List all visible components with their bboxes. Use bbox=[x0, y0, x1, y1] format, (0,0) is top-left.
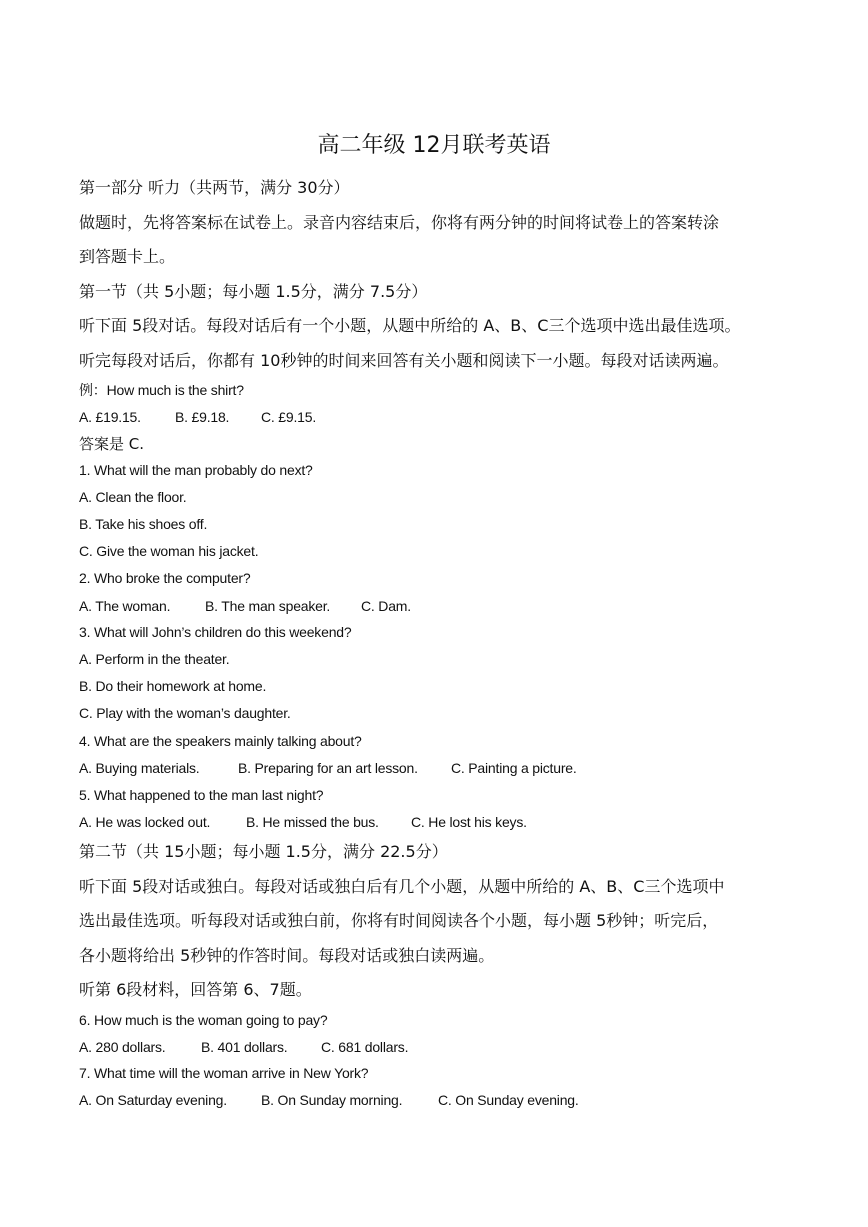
question-3: 3. What will John’s children do this weekend? bbox=[79, 624, 352, 640]
question-3-option-b: B. Do their homework at home. bbox=[79, 678, 267, 694]
question-4-options bbox=[79, 758, 577, 778]
question-1: 1. What will the man probably do next? bbox=[79, 462, 313, 478]
option-b: B. Preparing for an art lesson. bbox=[238, 760, 418, 776]
option-b: B. 401 dollars. bbox=[201, 1039, 288, 1055]
question-1-option-b: B. Take his shoes off. bbox=[79, 516, 208, 532]
question-3-option-c: C. Play with the woman’s daughter. bbox=[79, 705, 291, 721]
option-c: C. He lost his keys. bbox=[411, 814, 527, 830]
question-7-options bbox=[79, 1090, 579, 1110]
question-1-option-a: A. Clean the floor. bbox=[79, 489, 187, 505]
section1-instruction-line: 听下面 5段对话。每段对话后有一个小题，从题中所给的 A、B、C三个选项中选出最佳选项。 bbox=[79, 316, 741, 335]
option-a: A. The woman. bbox=[79, 598, 171, 614]
question-3-option-a: A. Perform in the theater. bbox=[79, 651, 230, 667]
example-question: 例：How much is the shirt? bbox=[79, 382, 244, 398]
section2-instruction-line: 选出最佳选项。听每段对话或独白前，你将有时间阅读各个小题，每小题 5秒钟；听完后， bbox=[79, 911, 719, 930]
question-7: 7. What time will the woman arrive in New York? bbox=[79, 1065, 369, 1081]
option-a: A. 280 dollars. bbox=[79, 1039, 166, 1055]
option-c: C. Dam. bbox=[361, 598, 411, 614]
question-2-options bbox=[79, 596, 411, 616]
section1-heading: 第一节（共 5小题；每小题 1.5分，满分 7.5分） bbox=[79, 282, 428, 301]
option-a: A. £19.15. bbox=[79, 409, 141, 425]
option-b: B. The man speaker. bbox=[205, 598, 331, 614]
option-b: B. He missed the bus. bbox=[246, 814, 379, 830]
question-6: 6. How much is the woman going to pay? bbox=[79, 1012, 328, 1028]
option-c: C. £9.15. bbox=[261, 409, 317, 425]
question-4: 4. What are the speakers mainly talking about? bbox=[79, 733, 362, 749]
question-6-options bbox=[79, 1037, 408, 1057]
option-c: C. Painting a picture. bbox=[451, 760, 577, 776]
option-b: B. On Sunday morning. bbox=[261, 1092, 403, 1108]
example-answer: 答案是 C. bbox=[79, 435, 145, 453]
option-c: C. 681 dollars. bbox=[321, 1039, 409, 1055]
question-5: 5. What happened to the man last night? bbox=[79, 787, 324, 803]
option-a: A. Buying materials. bbox=[79, 760, 200, 776]
part1-instruction-line: 做题时，先将答案标在试卷上。录音内容结束后，你将有两分钟的时间将试卷上的答案转涂 bbox=[79, 213, 720, 232]
section2-instruction-line: 听下面 5段对话或独白。每段对话或独白后有几个小题，从题中所给的 A、B、C三个选项中 bbox=[79, 877, 725, 896]
section2-heading: 第二节（共 15小题；每小题 1.5分，满分 22.5分） bbox=[79, 842, 448, 861]
material-prompt: 听第 6段材料，回答第 6、7题。 bbox=[79, 980, 312, 999]
question-2: 2. Who broke the computer? bbox=[79, 570, 251, 586]
option-a: A. He was locked out. bbox=[79, 814, 211, 830]
part1-instruction-line: 到答题卡上。 bbox=[79, 247, 176, 266]
example-options bbox=[79, 407, 316, 427]
option-c: C. On Sunday evening. bbox=[438, 1092, 579, 1108]
question-5-options bbox=[79, 812, 527, 832]
option-a: A. On Saturday evening. bbox=[79, 1092, 227, 1108]
part1-heading: 第一部分 听力（共两节，满分 30分） bbox=[79, 178, 350, 197]
section2-instruction-line: 各小题将给出 5秒钟的作答时间。每段对话或独白读两遍。 bbox=[79, 946, 495, 965]
question-1-option-c: C. Give the woman his jacket. bbox=[79, 543, 259, 559]
option-b: B. £9.18. bbox=[175, 409, 230, 425]
section1-instruction-line: 听完每段对话后，你都有 10秒钟的时间来回答有关小题和阅读下一小题。每段对话读两遍。 bbox=[79, 351, 729, 370]
page-title: 高二年级 12月联考英语 bbox=[317, 133, 551, 158]
